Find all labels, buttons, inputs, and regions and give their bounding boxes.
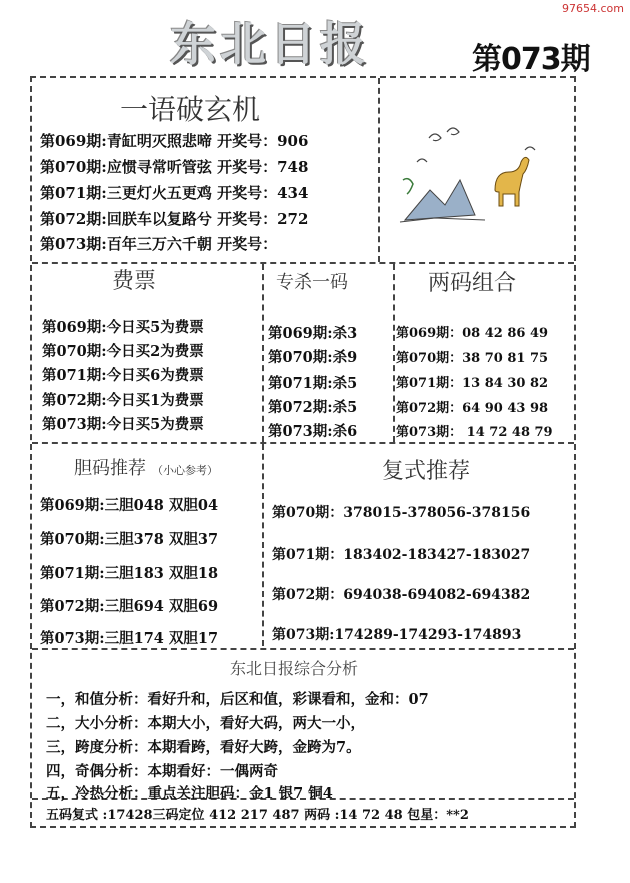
landscape-illustration	[395, 120, 555, 230]
feipiao-row: 第070期:今日买2为费票	[42, 343, 204, 360]
yiyu-row: 第073期:百年三万六千朝 开奖号：	[40, 235, 278, 253]
danma-row: 第071期:三胆183 双胆18	[40, 565, 219, 582]
masthead-title: 东北日报	[170, 17, 370, 71]
site-watermark: 97654.com	[562, 2, 624, 15]
liangma-row: 第072期：64 90 43 98	[396, 401, 549, 416]
yiyu-row: 第070期:应惯寻常听管弦 开奖号：748	[40, 158, 309, 176]
divider	[393, 264, 395, 442]
analysis-row: 三，跨度分析：本期看跨，看好大跨，金跨为7。	[46, 739, 361, 756]
feipiao-row: 第071期:今日买6为费票	[42, 367, 204, 384]
yiyu-row: 第072期:回朕车以复路兮 开奖号：272	[40, 210, 309, 228]
zhuansha-row: 第069期:杀3	[268, 325, 358, 342]
danma-title-group	[74, 454, 218, 480]
issue-number: 第073期	[472, 42, 590, 77]
feipiao-row: 第072期:今日买1为费票	[42, 392, 204, 409]
zhuansha-row: 第073期:杀6	[268, 423, 358, 440]
feipiao-title: 费票	[112, 269, 157, 294]
liangma-row: 第069期：08 42 86 49	[396, 326, 549, 341]
zhuansha-title: 专杀一码	[276, 272, 348, 293]
yiyu-row: 第069期:青缸明灭照悲啼 开奖号：906	[40, 132, 309, 150]
danma-row: 第069期:三胆048 双胆04	[40, 497, 219, 514]
liangma-title: 两码组合	[428, 271, 517, 296]
fushi-row: 第071期：183402-183427-183027	[272, 547, 531, 563]
feipiao-row: 第073期:今日买5为费票	[42, 416, 204, 433]
analysis-title: 东北日报综合分析	[230, 659, 359, 678]
danma-row: 第072期:三胆694 双胆69	[40, 598, 219, 615]
fushi-row: 第072期：694038-694082-694382	[272, 587, 531, 603]
liangma-row: 第070期：38 70 81 75	[396, 351, 549, 366]
yiyu-title: 一语破玄机	[120, 93, 261, 126]
divider	[32, 648, 574, 650]
divider	[262, 264, 264, 442]
feipiao-row: 第069期:今日买5为费票	[42, 319, 204, 336]
analysis-row: 二，大小分析：本期大小，看好大码，两大一小，	[46, 715, 365, 732]
fushi-row: 第070期：378015-378056-378156	[272, 505, 531, 521]
liangma-row: 第071期：13 84 30 82	[396, 376, 549, 391]
analysis-row: 四，奇偶分析：本期看好：一偶两奇	[46, 763, 278, 780]
liangma-row: 第073期： 14 72 48 79	[396, 425, 553, 440]
zhuansha-row: 第071期:杀5	[268, 375, 358, 392]
fushi-row: 第073期:174289-174293-174893	[272, 627, 522, 643]
divider	[262, 444, 264, 646]
zhuansha-row: 第072期:杀5	[268, 399, 358, 416]
zhuansha-row: 第070期:杀9	[268, 349, 358, 366]
danma-title: 胆码推荐	[74, 458, 146, 479]
danma-row: 第073期:三胆174 双胆17	[40, 630, 219, 647]
danma-row: 第070期:三胆378 双胆37	[40, 531, 219, 548]
divider	[378, 78, 380, 262]
divider	[32, 442, 574, 444]
yiyu-row: 第071期:三更灯火五更鸡 开奖号：434	[40, 184, 309, 202]
analysis-summary: 五码复式 :17428三码定位 412 217 487 两码 :14 72 48 包星：**2	[46, 808, 469, 823]
fushi-title: 复式推荐	[382, 459, 471, 484]
analysis-row: 一，和值分析：看好升和，后区和值，彩课看和，金和：07	[46, 691, 429, 708]
danma-note: （小心参考）	[152, 464, 218, 477]
analysis-row: 五，冷热分析：重点关注胆码：金1 银7 铜4	[46, 785, 333, 802]
